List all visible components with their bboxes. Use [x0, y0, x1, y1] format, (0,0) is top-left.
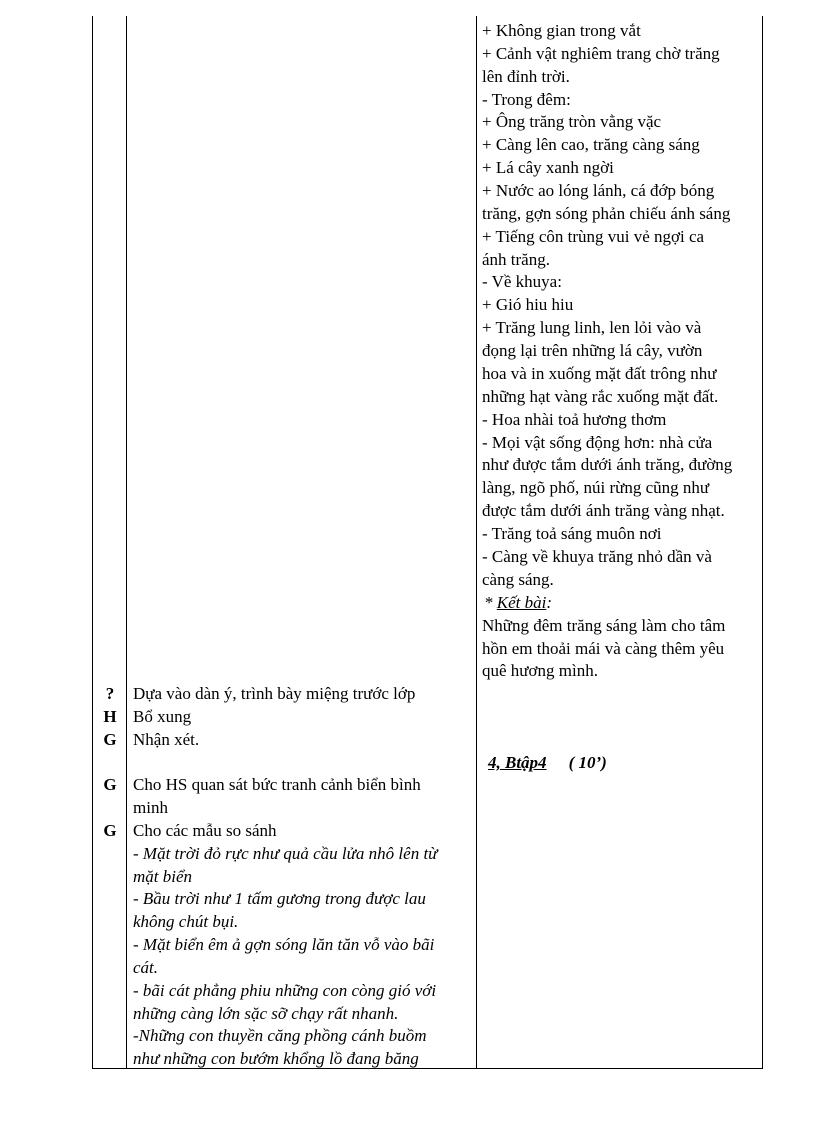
column-divider-1: [126, 16, 127, 1069]
outline-line: ánh trăng.: [482, 250, 550, 269]
outline-line: + Gió hiu hiu: [482, 295, 574, 314]
conclusion-line: hồn em thoải mái và càng thêm yêu: [482, 639, 725, 658]
row-tag: ?: [105, 684, 115, 703]
exercise-heading: [488, 751, 607, 774]
outline-line: những hạt vàng rắc xuống mặt đất.: [482, 387, 719, 406]
conclusion-line: quê hương mình.: [482, 661, 598, 680]
example-line: mặt biển: [133, 867, 193, 886]
exercise-label: 4, Btập4: [488, 753, 547, 772]
ket-bai-colon: :: [546, 593, 553, 612]
outline-line: trăng, gợn sóng phản chiếu ánh sáng: [482, 204, 731, 223]
example-line: những càng lớn sặc sỡ chạy rất nhanh.: [133, 1004, 399, 1023]
ket-bai-star: *: [484, 593, 497, 612]
table-border-left: [92, 16, 93, 1069]
outline-line: - Trăng toả sáng muôn nơi: [482, 524, 662, 543]
activity-line: Cho HS quan sát bức tranh cảnh biển bình: [133, 775, 421, 794]
outline-line: + Lá cây xanh ngời: [482, 158, 614, 177]
outline-line: - Càng về khuya trăng nhỏ dần và: [482, 547, 712, 566]
exercise-time: ( 10’): [568, 753, 607, 772]
outline-line: + Ông trăng tròn vằng vặc: [482, 112, 662, 131]
outline-line: như được tắm dưới ánh trăng, đường: [482, 455, 733, 474]
column-divider-2: [476, 16, 477, 1069]
outline-line: hoa và in xuống mặt đất trông như: [482, 364, 717, 383]
row-tag: G: [103, 821, 117, 840]
outline-line: lên đỉnh trời.: [482, 67, 570, 86]
example-line: -Những con thuyền căng phồng cánh buồm: [133, 1026, 427, 1045]
outline-line: + Không gian trong vắt: [482, 21, 641, 40]
outline-line: + Nước ao lóng lánh, cá đớp bóng: [482, 181, 715, 200]
outline-line: làng, ngõ phố, núi rừng cũng như: [482, 478, 710, 497]
example-line: không chút bụi.: [133, 912, 239, 931]
activity-line: minh: [133, 798, 168, 817]
activity-line: Cho các mẫu so sánh: [133, 821, 277, 840]
example-line: như những con bướm khổng lồ đang băng: [133, 1049, 419, 1068]
activity-line: Bổ xung: [133, 707, 192, 726]
outline-line: - Về khuya:: [482, 272, 562, 291]
outline-line: + Trăng lung linh, len lỏi vào và: [482, 318, 702, 337]
row-tag: G: [103, 730, 117, 749]
conclusion-line: Những đêm trăng sáng làm cho tâm: [482, 616, 726, 635]
outline-line: - Trong đêm:: [482, 90, 571, 109]
row-tag: H: [103, 707, 117, 726]
row-tag: G: [103, 775, 117, 794]
example-line: - Mặt biển êm ả gợn sóng lăn tăn vỗ vào bãi: [133, 935, 435, 954]
outline-line: - Mọi vật sống động hơn: nhà cửa: [482, 433, 713, 452]
outline-line: càng sáng.: [482, 570, 554, 589]
outline-line: + Càng lên cao, trăng càng sáng: [482, 135, 700, 154]
activity-line: Dựa vào dàn ý, trình bày miệng trước lớp: [133, 684, 416, 703]
example-line: - Bầu trời như 1 tấm gương trong được lau: [133, 889, 426, 908]
outline-line: đọng lại trên những lá cây, vườn: [482, 341, 703, 360]
outline-line: - Hoa nhài toả hương thơm: [482, 410, 667, 429]
ket-bai-heading: [484, 591, 552, 614]
ket-bai-label: Kết bài: [496, 593, 547, 612]
example-line: - Mặt trời đỏ rực như quả cầu lửa nhô lên từ: [133, 844, 438, 863]
table-border-right: [762, 16, 763, 1069]
example-line: cát.: [133, 958, 159, 977]
activity-line: Nhận xét.: [133, 730, 200, 749]
outline-line: được tắm dưới ánh trăng vàng nhạt.: [482, 501, 725, 520]
outline-line: + Tiếng côn trùng vui vẻ ngợi ca: [482, 227, 705, 246]
example-line: - bãi cát phẳng phiu những con còng gió với: [133, 981, 437, 1000]
outline-line: + Cảnh vật nghiêm trang chờ trăng: [482, 44, 720, 63]
